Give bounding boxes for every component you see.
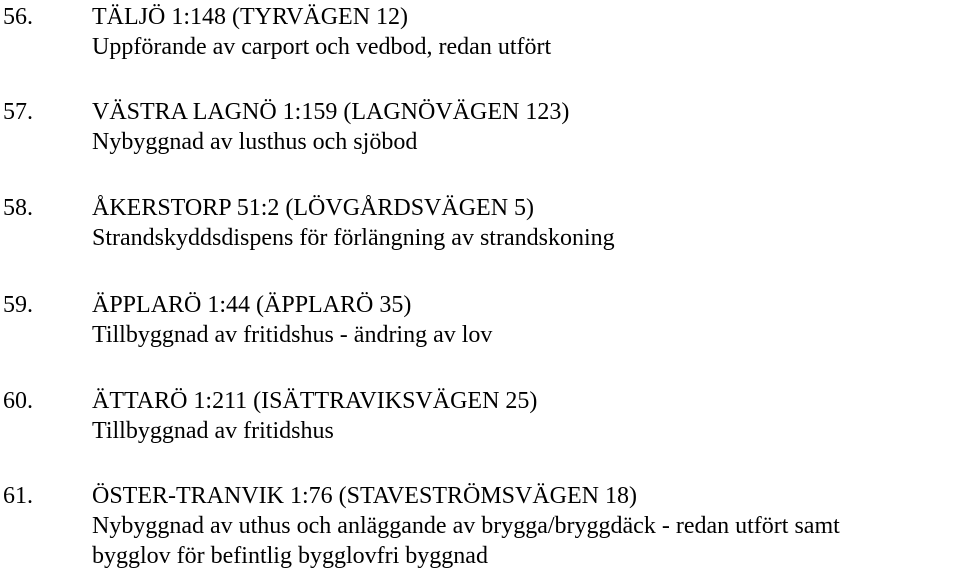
- case-number: 56.: [3, 4, 33, 30]
- case-description: [92, 511, 840, 571]
- case-heading: ÄTTARÖ 1:211 (ISÄTTRAVIKSVÄGEN 25): [92, 388, 538, 414]
- case-number: 58.: [3, 195, 33, 221]
- case-number: 60.: [3, 388, 33, 414]
- case-description-line: Tillbyggnad av fritidshus: [92, 418, 334, 444]
- case-description: [92, 416, 334, 446]
- case-description-line: bygglov för befintlig bygglovfri byggnad: [92, 543, 488, 569]
- case-heading: VÄSTRA LAGNÖ 1:159 (LAGNÖVÄGEN 123): [92, 99, 570, 125]
- case-number: 57.: [3, 99, 33, 125]
- case-description: [92, 320, 492, 350]
- case-heading: TÄLJÖ 1:148 (TYRVÄGEN 12): [92, 4, 409, 30]
- case-number: 61.: [3, 483, 33, 509]
- case-description-line: Nybyggnad av uthus och anläggande av brygga/bryggdäck - redan utfört samt: [92, 513, 840, 539]
- case-number: 59.: [3, 292, 33, 318]
- case-description: [92, 127, 417, 157]
- case-description-line: Uppförande av carport och vedbod, redan utfört: [92, 34, 552, 60]
- case-description-line: Tillbyggnad av fritidshus - ändring av lov: [92, 322, 493, 348]
- case-heading: ÖSTER-TRANVIK 1:76 (STAVESTRÖMSVÄGEN 18): [92, 483, 637, 509]
- case-description-line: Strandskyddsdispens för förlängning av strandskoning: [92, 225, 615, 251]
- case-description: [92, 32, 551, 62]
- case-description-line: Nybyggnad av lusthus och sjöbod: [92, 129, 418, 155]
- case-heading: ÅKERSTORP 51:2 (LÖVGÅRDSVÄGEN 5): [92, 195, 535, 221]
- case-description: [92, 223, 615, 253]
- case-heading: ÄPPLARÖ 1:44 (ÄPPLARÖ 35): [92, 292, 412, 318]
